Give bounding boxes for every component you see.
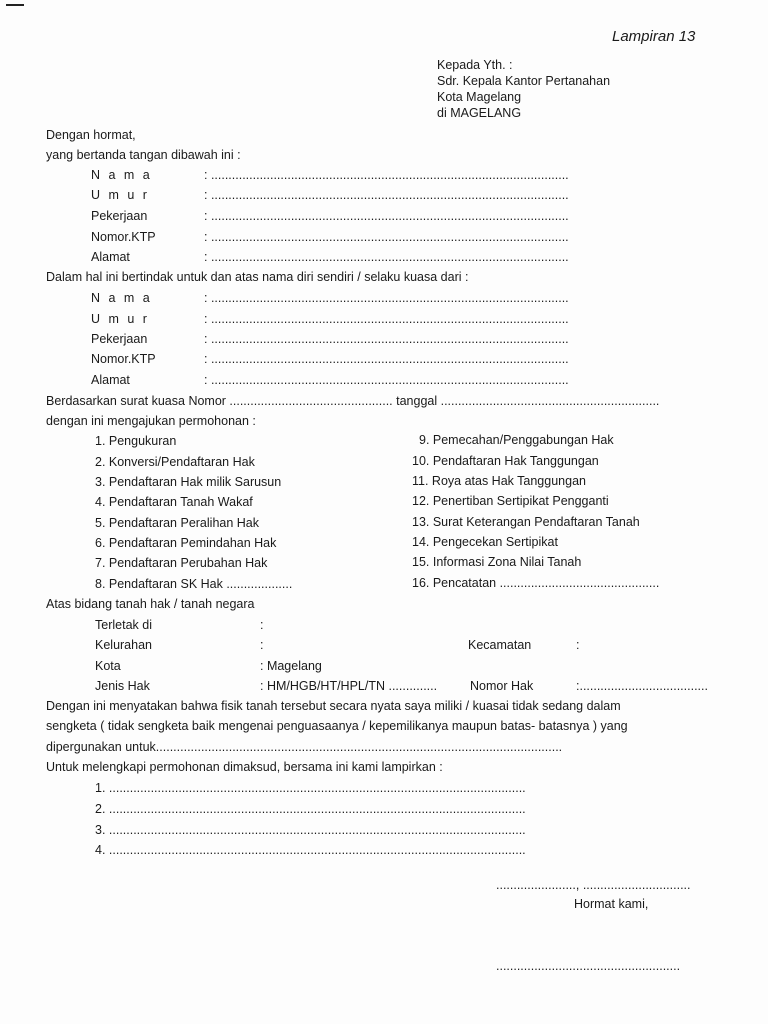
applicant-address-field[interactable]: : .......................................................................................................: [204, 250, 569, 264]
principal-occupation-label: Pekerjaan: [91, 332, 148, 346]
applicant-address-label: Alamat: [91, 250, 130, 264]
request-option-1: 1. Pengukuran: [95, 434, 177, 448]
attachments-intro: Untuk melengkapi permohonan dimaksud, bersama ini kami lampirkan :: [46, 760, 443, 774]
located-label: Terletak di: [95, 618, 152, 632]
attachment-label: Lampiran 13: [612, 28, 696, 45]
request-option-10: 10. Pendaftaran Hak Tanggungan: [412, 454, 599, 468]
right-number-label: Nomor Hak: [470, 679, 534, 693]
principal-occupation-field[interactable]: : .......................................................................................................: [204, 332, 569, 346]
applicant-id-field[interactable]: : .......................................................................................................: [204, 230, 569, 244]
applicant-age-field[interactable]: : .......................................................................................................: [204, 188, 569, 202]
power-of-attorney-line[interactable]: Berdasarkan surat kuasa Nomor ............................................... tanggal ...............................................................: [46, 394, 660, 408]
request-option-3: 3. Pendaftaran Hak milik Sarusun: [95, 475, 282, 489]
applicant-age-label: U m u r: [91, 188, 150, 202]
request-intro: dengan ini mengajukan permohonan :: [46, 414, 256, 428]
applicant-occupation-field[interactable]: : .......................................................................................................: [204, 209, 569, 223]
right-type-field[interactable]: : HM/HGB/HT/HPL/TN ..............: [260, 679, 438, 693]
recipient-line-1: Kepada Yth. :: [437, 58, 513, 72]
kota-field[interactable]: : Magelang: [260, 659, 322, 673]
request-option-7: 7. Pendaftaran Perubahan Hak: [95, 556, 268, 570]
request-option-6: 6. Pendaftaran Pemindahan Hak: [95, 536, 277, 550]
kelurahan-label: Kelurahan: [95, 638, 152, 652]
recipient-line-3: Kota Magelang: [437, 90, 522, 104]
request-option-4: 4. Pendaftaran Tanah Wakaf: [95, 495, 253, 509]
kota-label: Kota: [95, 659, 121, 673]
greeting: Dengan hormat,: [46, 128, 136, 142]
request-option-12: 12. Penertiban Sertipikat Pengganti: [412, 494, 609, 508]
attachment-item-3[interactable]: 3. ........................................................................................................................: [95, 823, 526, 837]
request-option-8: 8. Pendaftaran SK Hak ...................: [95, 577, 293, 591]
kecamatan-field[interactable]: :: [576, 638, 580, 652]
principal-address-label: Alamat: [91, 373, 130, 387]
kecamatan-label: Kecamatan: [468, 638, 532, 652]
principal-id-label: Nomor.KTP: [91, 352, 156, 366]
purpose-field[interactable]: dipergunakan untuk.....................................................................................................................: [46, 740, 563, 754]
land-intro: Atas bidang tanah hak / tanah negara: [46, 597, 255, 611]
right-type-label: Jenis Hak: [95, 679, 150, 693]
request-option-13: 13. Surat Keterangan Pendaftaran Tanah: [412, 515, 640, 529]
principal-age-field[interactable]: : .......................................................................................................: [204, 312, 569, 326]
scan-corner-mark: [6, 4, 24, 6]
representation-intro: Dalam hal ini bertindak untuk dan atas nama diri sendiri / selaku kuasa dari :: [46, 270, 469, 284]
principal-name-label: N a m a: [91, 291, 153, 305]
located-field[interactable]: :: [260, 618, 264, 632]
undersigned-intro: yang bertanda tangan dibawah ini :: [46, 148, 241, 162]
attachment-item-4[interactable]: 4. ........................................................................................................................: [95, 843, 526, 857]
principal-age-label: U m u r: [91, 312, 150, 326]
kelurahan-field[interactable]: :: [260, 638, 264, 652]
closing-text: Hormat kami,: [574, 897, 649, 911]
request-option-5: 5. Pendaftaran Peralihan Hak: [95, 516, 259, 530]
applicant-id-label: Nomor.KTP: [91, 230, 156, 244]
principal-name-field[interactable]: : .......................................................................................................: [204, 291, 569, 305]
place-date-field[interactable]: ......................., ...............................: [496, 878, 691, 892]
applicant-name-field[interactable]: : .......................................................................................................: [204, 168, 569, 182]
request-option-16[interactable]: 16. Pencatatan ..............................................: [412, 576, 660, 590]
principal-address-field[interactable]: : .......................................................................................................: [204, 373, 569, 387]
attachment-item-2[interactable]: 2. ........................................................................................................................: [95, 802, 526, 816]
applicant-name-label: N a m a: [91, 168, 153, 182]
request-option-15: 15. Informasi Zona Nilai Tanah: [412, 555, 582, 569]
attachment-item-1[interactable]: 1. ........................................................................................................................: [95, 781, 526, 795]
recipient-line-4: di MAGELANG: [437, 106, 522, 120]
request-option-14: 14. Pengecekan Sertipikat: [412, 535, 558, 549]
request-option-2: 2. Konversi/Pendaftaran Hak: [95, 455, 255, 469]
statement-line-1: Dengan ini menyatakan bahwa fisik tanah tersebut secara nyata saya miliki / kuasai tidak sedang dalam: [46, 699, 621, 713]
request-option-9: 9. Pemecahan/Penggabungan Hak: [419, 433, 614, 447]
recipient-line-2: Sdr. Kepala Kantor Pertanahan: [437, 74, 611, 88]
signature-line[interactable]: .....................................................: [496, 959, 681, 973]
applicant-occupation-label: Pekerjaan: [91, 209, 148, 223]
statement-line-2: sengketa ( tidak sengketa baik mengenai penguasaanya / kepemilikanya maupun batas- batasnya ) yang: [46, 719, 628, 733]
right-number-field[interactable]: :.....................................: [576, 679, 708, 693]
principal-id-field[interactable]: : .......................................................................................................: [204, 352, 569, 366]
request-option-11: 11. Roya atas Hak Tanggungan: [412, 474, 586, 488]
